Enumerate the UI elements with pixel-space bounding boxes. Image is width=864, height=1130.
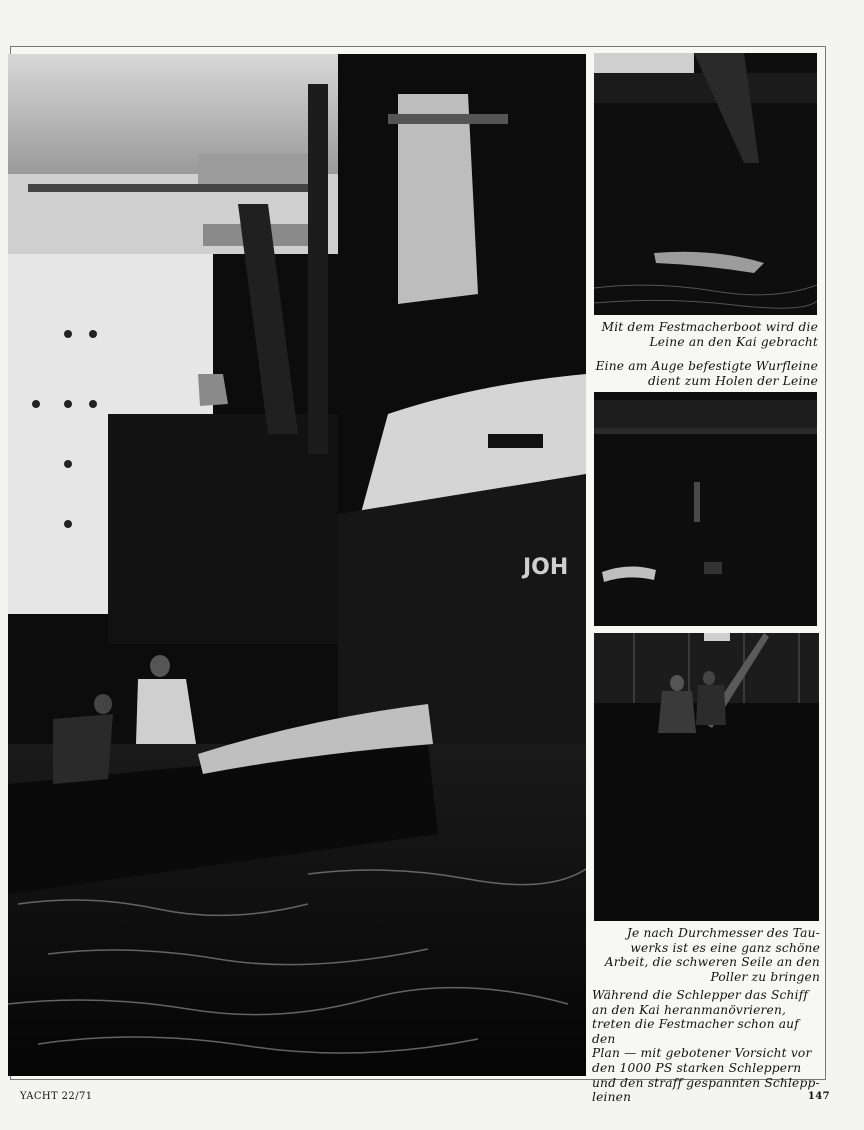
wurfleine-graphic bbox=[594, 392, 817, 626]
poller-photo bbox=[594, 633, 819, 921]
caption-photo-2 bbox=[586, 359, 818, 388]
caption-photo-3 bbox=[588, 926, 820, 984]
caption-line: treten die Festmacher schon auf den bbox=[592, 1017, 799, 1046]
festmacherboot-graphic bbox=[594, 53, 817, 315]
svg-text:JOH: JOH bbox=[523, 555, 569, 580]
magazine-issue: YACHT 22/71 bbox=[20, 1091, 93, 1102]
caption-line: dient zum Holen der Leine bbox=[647, 373, 818, 388]
caption-line: Leine an den Kai gebracht bbox=[649, 334, 818, 349]
caption-line: leinen bbox=[592, 1090, 632, 1105]
caption-line: Plan — mit gebotener Vorsicht vor bbox=[592, 1046, 812, 1061]
wurfleine-photo bbox=[594, 392, 817, 626]
page-number: 147 bbox=[807, 1091, 830, 1102]
poller-graphic bbox=[594, 633, 819, 921]
harbour-tugboat-photo bbox=[8, 54, 586, 1076]
caption-line: Während die Schlepper das Schiff bbox=[592, 988, 809, 1002]
festmacherboot-photo bbox=[594, 53, 817, 315]
caption-main bbox=[592, 988, 824, 1105]
caption-line: Arbeit, die schweren Seile an den bbox=[604, 955, 820, 970]
caption-line: Je nach Durchmesser des Tau- bbox=[626, 926, 820, 940]
caption-line: den 1000 PS starken Schleppern bbox=[592, 1060, 802, 1075]
caption-line: Eine am Auge befestigte Wurfleine bbox=[595, 359, 818, 373]
caption-line: und den straff gespannten Schlepp- bbox=[592, 1075, 820, 1090]
caption-line: werks ist es eine ganz schöne bbox=[630, 940, 820, 955]
harbour-scene-graphic bbox=[8, 54, 586, 1076]
caption-photo-1 bbox=[590, 320, 818, 349]
caption-line: Poller zu bringen bbox=[710, 969, 820, 984]
caption-line: an den Kai heranmanövrieren, bbox=[592, 1002, 787, 1017]
caption-line: Mit dem Festmacherboot wird die bbox=[601, 320, 818, 334]
